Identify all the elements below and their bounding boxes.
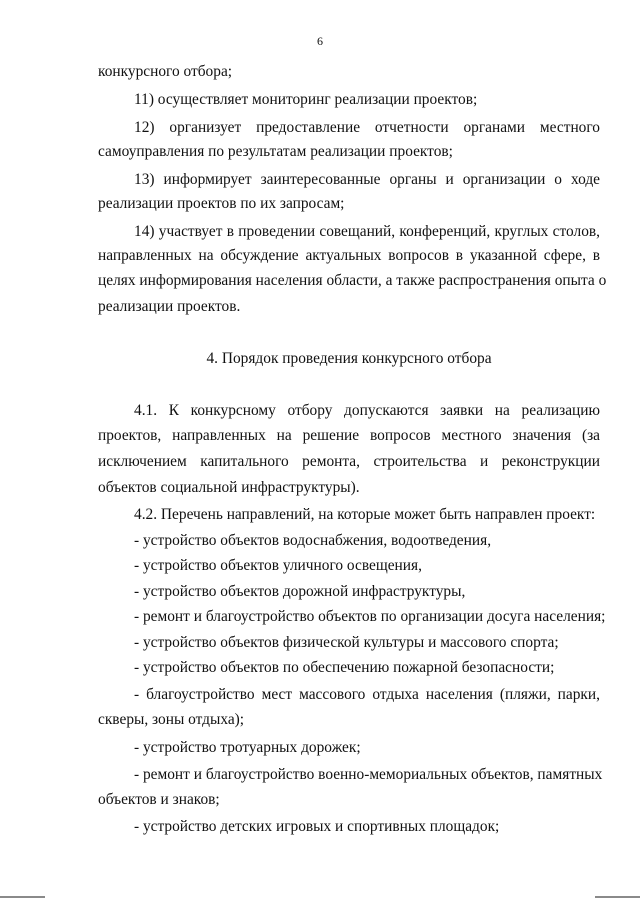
bullet-item: - устройство объектов по обеспечению пожарной безопасности; bbox=[134, 659, 555, 676]
list-item-11: 11) осуществляет мониторинг реализации проектов; bbox=[134, 91, 478, 108]
text-line: реализации проектов. bbox=[98, 298, 241, 315]
bullet-item: - ремонт и благоустройство объектов по организации досуга населения; bbox=[134, 608, 606, 625]
text-line: самоуправления по результатам реализации проектов; bbox=[98, 143, 453, 160]
list-item-14: 14) участвует в проведении совещаний, конференций, круглых столов, bbox=[134, 223, 600, 240]
bullet-item: - устройство тротуарных дорожек; bbox=[134, 739, 361, 756]
list-item-12: 12) организует предоставление отчетности органами местного bbox=[134, 119, 600, 136]
text-line: конкурсного отбора; bbox=[98, 63, 233, 80]
bullet-item: - устройство объектов уличного освещения, bbox=[134, 557, 422, 574]
bullet-item: - ремонт и благоустройство военно-мемориальных объектов, памятных bbox=[134, 766, 603, 783]
text-line: объектов и знаков; bbox=[98, 791, 220, 808]
bullet-item: - устройство детских игровых и спортивных площадок; bbox=[134, 818, 500, 835]
text-line: объектов социальной инфраструктуры). bbox=[98, 479, 360, 496]
text-line: проектов, направленных на решение вопросов местного значения (за bbox=[98, 427, 600, 444]
bullet-item: - благоустройство мест массового отдыха населения (пляжи, парки, bbox=[134, 686, 600, 703]
bullet-item: - устройство объектов водоснабжения, водоотведения, bbox=[134, 532, 492, 549]
text-line: целях информирования населения области, а также распространения опыта о bbox=[98, 272, 607, 289]
list-item-13: 13) информирует заинтересованные органы и организации о ходе bbox=[134, 171, 600, 188]
section-heading: 4. Порядок проведения конкурсного отбора bbox=[206, 350, 492, 367]
text-line: направленных на обсуждение актуальных вопросов в указанной сфере, в bbox=[98, 247, 600, 264]
bullet-item: - устройство объектов дорожной инфраструктуры, bbox=[134, 583, 466, 600]
bullet-item: - устройство объектов физической культуры и массового спорта; bbox=[134, 634, 559, 651]
clause-4-2: 4.2. Перечень направлений, на которые может быть направлен проект: bbox=[134, 506, 596, 523]
clause-4-1: 4.1. К конкурсному отбору допускаются заявки на реализацию bbox=[134, 402, 600, 419]
text-line: реализации проектов по их запросам; bbox=[98, 195, 345, 212]
text-line: исключением капитального ремонта, строительства и реконструкции bbox=[98, 453, 600, 470]
scan-edge-mark bbox=[0, 896, 45, 898]
page-number: 6 bbox=[317, 34, 323, 48]
text-line: скверы, зоны отдыха); bbox=[98, 711, 245, 728]
scan-edge-mark bbox=[595, 896, 640, 898]
